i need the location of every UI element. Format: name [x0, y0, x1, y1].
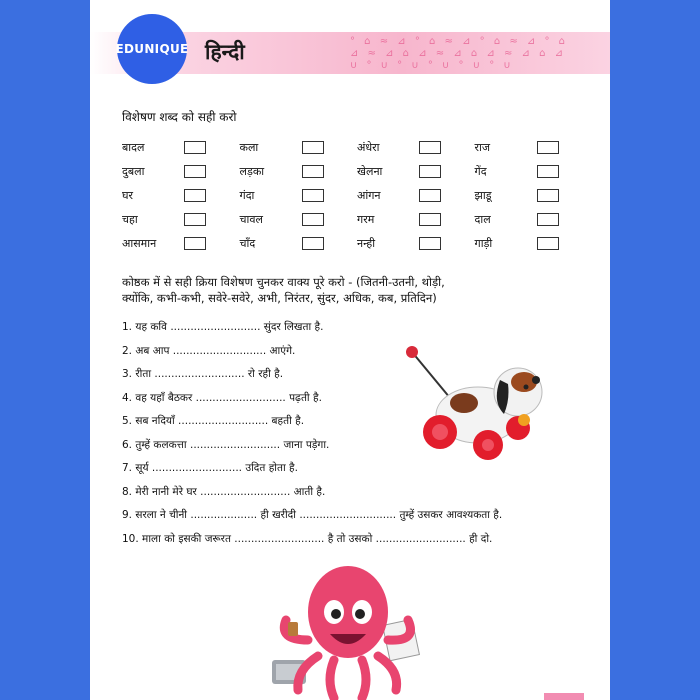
word: चाँद [239, 236, 256, 250]
answer-box[interactable] [537, 141, 559, 154]
word: दाल [474, 212, 491, 226]
word: नन्ही [357, 236, 376, 250]
word: लड़का [239, 164, 265, 178]
word: चहा [122, 212, 138, 226]
sentence-item: 3. रीता ........................... रो रही है. [122, 368, 284, 380]
answer-box[interactable] [302, 141, 324, 154]
word: राज [474, 140, 491, 154]
pattern-row: ⊿ ≈ ⊿ ⌂ ⊿ ≈ ⊿ ⌂ ⊿ ≈ ⊿ ⌂ ⊿ [350, 48, 566, 59]
answer-box[interactable] [302, 165, 324, 178]
answer-box[interactable] [184, 189, 206, 202]
instruction-line: कोष्ठक में से सही क्रिया विशेषण चुनकर वाक्य पूरे करो - (जितनी-उतनी, थोड़ी, [122, 275, 445, 289]
sentence-item: 7. सूर्य ........................... उदित होता है. [122, 462, 298, 474]
grid-row [122, 207, 592, 231]
brand-logo [117, 14, 187, 84]
answer-box[interactable] [419, 237, 441, 250]
word: गेंद [474, 164, 487, 178]
worksheet-page [90, 0, 610, 700]
word: दुबला [122, 164, 145, 178]
answer-box[interactable] [537, 165, 559, 178]
word: घर [122, 188, 133, 202]
section2-instruction [122, 274, 592, 306]
instruction-line: क्योंकि, कभी-कभी, सवेरे-सवेरे, अभी, निरंतर, सुंदर, अधिक, कब, प्रतिदिन) [122, 291, 437, 305]
sentence-item: 5. सब नदियाँ ........................... बहती है. [122, 415, 305, 427]
answer-box[interactable] [419, 165, 441, 178]
answer-box[interactable] [537, 237, 559, 250]
grid-row [122, 159, 592, 183]
answer-box[interactable] [184, 165, 206, 178]
word: झाडू [474, 188, 492, 202]
answer-box[interactable] [184, 237, 206, 250]
word: चावल [239, 212, 263, 226]
word: आसमान [122, 236, 157, 250]
grid-row [122, 183, 592, 207]
answer-box[interactable] [184, 213, 206, 226]
corner-accent [544, 693, 584, 700]
answer-box[interactable] [302, 189, 324, 202]
sentence-item: 8. मेरी नानी मेरे घर ........................... आती है. [122, 485, 326, 498]
adjective-grid [122, 135, 592, 255]
answer-box[interactable] [537, 189, 559, 202]
pattern-row: ∪ ° ∪ ° ∪ ° ∪ ° ∪ ° ∪ [350, 60, 514, 71]
sentence-item: 4. वह यहाँ बैठकर ........................... पढ़ती है. [122, 391, 322, 404]
section1-heading: विशेषण शब्द को सही करो [122, 110, 237, 124]
sentence-item: 10. माला को इसकी जरूरत ........................... है तो उसको ........................... ही दो. [122, 532, 493, 545]
word: गरम [357, 212, 375, 226]
answer-box[interactable] [184, 141, 206, 154]
grid-row [122, 231, 592, 255]
sentence-item: 1. यह कवि ........................... सुंदर लिखता है. [122, 321, 324, 333]
decorative-pattern [350, 36, 600, 72]
pattern-row: ° ⌂ ≈ ⊿ ° ⌂ ≈ ⊿ ° ⌂ ≈ ⊿ ° ⌂ [350, 36, 568, 47]
answer-box[interactable] [302, 237, 324, 250]
word: बादल [122, 140, 145, 154]
answer-box[interactable] [537, 213, 559, 226]
logo-text: EDUNIQUE [115, 42, 189, 56]
answer-box[interactable] [419, 213, 441, 226]
octopus-icon [268, 560, 428, 700]
page-title: हिन्दी [205, 40, 245, 64]
sentence-item: 9. सरला ने चीनी .................... ही खरीदी ............................. तुम्हें उसकर आवश्यकता है. [122, 509, 503, 521]
word: खेलना [357, 164, 383, 178]
grid-row [122, 135, 592, 159]
toy-dog-icon [400, 340, 550, 470]
answer-box[interactable] [302, 213, 324, 226]
word: गाड़ी [474, 236, 493, 250]
answer-box[interactable] [419, 189, 441, 202]
word: अंधेरा [357, 140, 380, 154]
answer-box[interactable] [419, 141, 441, 154]
sentence-item: 6. तुम्हें कलकत्ता ........................... जाना पड़ेगा. [122, 438, 330, 451]
sentence-item: 2. अब आप ............................ आएंगे. [122, 344, 296, 357]
word: कला [239, 140, 259, 154]
word: आंगन [357, 188, 381, 202]
word: गंदा [239, 188, 255, 202]
